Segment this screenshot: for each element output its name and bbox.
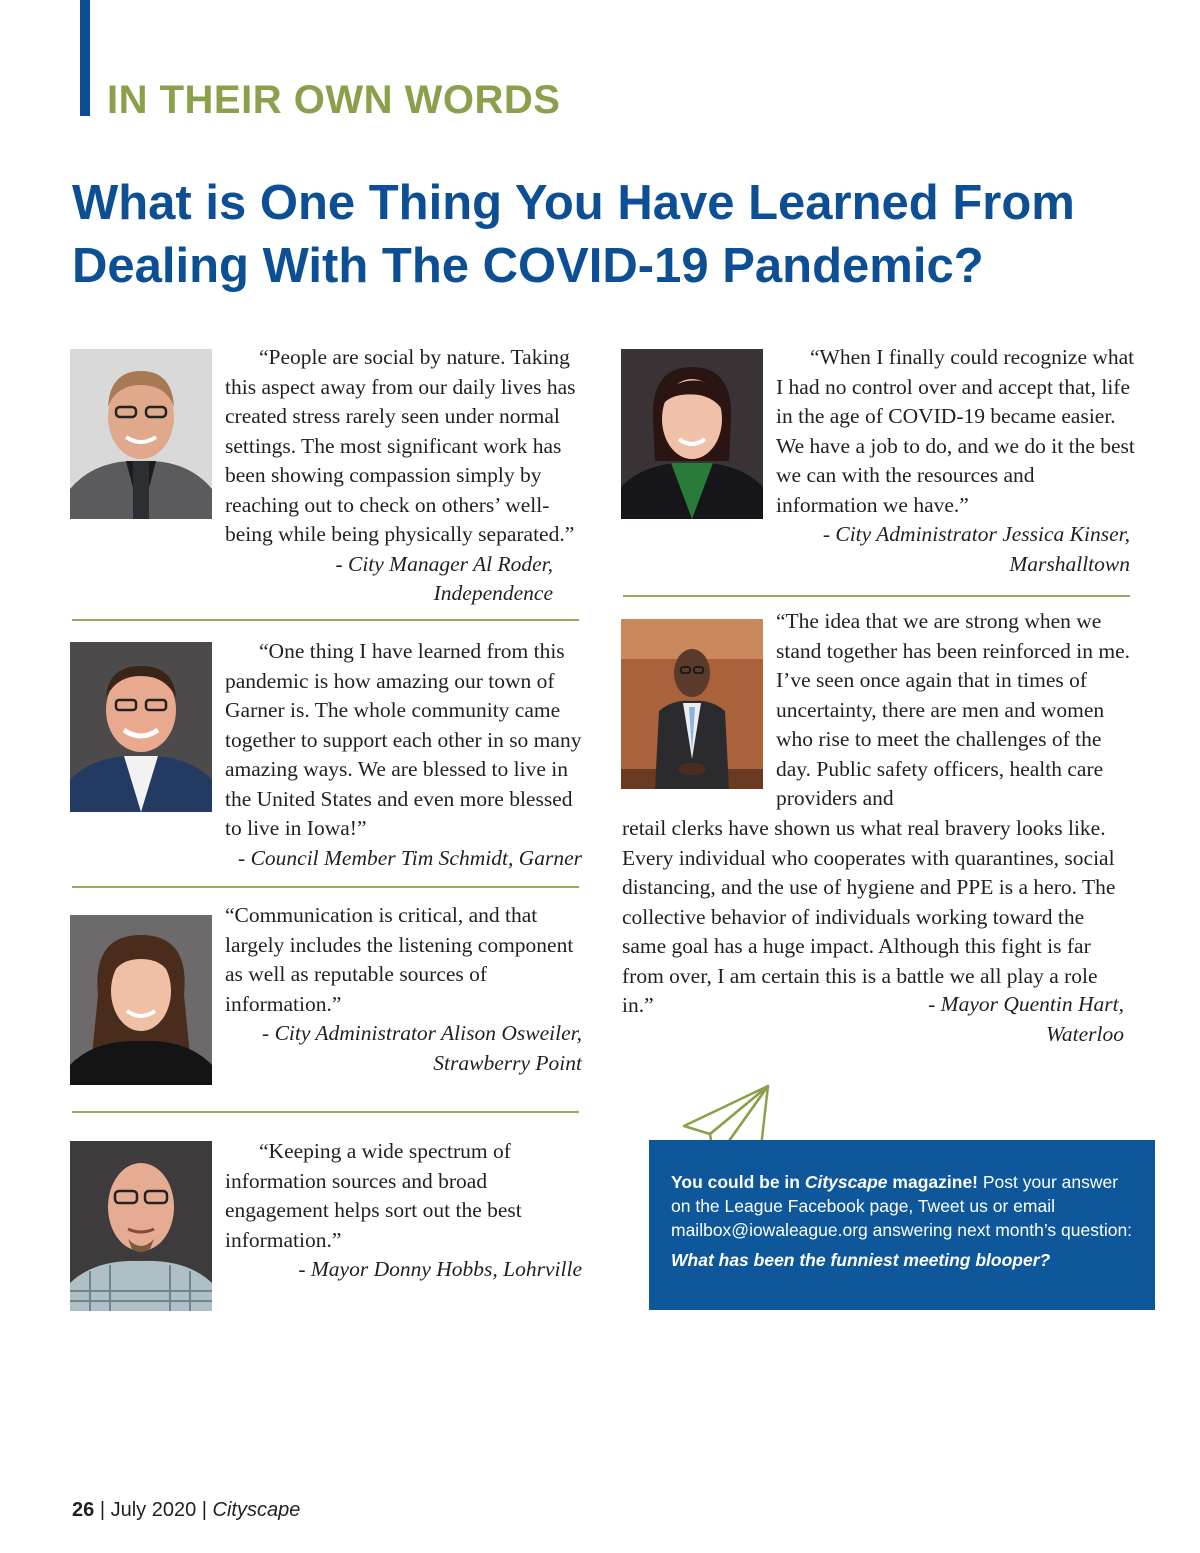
page-number: 26 (72, 1499, 95, 1521)
cta-lead: You could be in Cityscape magazine! (671, 1172, 978, 1192)
cta-magazine-name: Cityscape (804, 1172, 888, 1192)
portrait-photo-alison-osweiler (70, 915, 212, 1085)
quote-block-tim-schmidt (225, 637, 585, 873)
footer-separator: | (99, 1499, 106, 1521)
divider-rule (72, 886, 579, 888)
quote-attribution: - City Administrator Alison Osweiler, (262, 1021, 582, 1045)
cta-question: What has been the funniest meeting blooper? (671, 1250, 1051, 1270)
quote-text: “People are social by nature. Taking this aspect away from our daily lives has created stress rarely seen under normal settings. The most significant work has been showing compassion simply by reaching out to check on others’ well-being while being physically separated.” (225, 345, 576, 546)
publication-name: Cityscape (212, 1499, 301, 1521)
quote-attribution: - Council Member Tim Schmidt, Garner (238, 845, 582, 870)
quote-attribution: - City Manager Al Roder, Independence (335, 551, 553, 605)
quote-block-alison-osweiler (225, 901, 585, 1078)
portrait-photo-al-roder (70, 349, 212, 519)
divider-rule (623, 595, 1130, 597)
divider-rule (72, 1111, 579, 1113)
quote-text: “Communication is critical, and that largely includes the listening component as well as reputable sources of information.” (225, 903, 574, 1016)
quote-attribution-location: Strawberry Point (433, 1050, 582, 1075)
quote-text: “One thing I have learned from this pandemic is how amazing our town of Garner is. The whole community came together to support each other in so many amazing ways. We are blessed to live in the United States and even more blessed to live in Iowa!” (225, 639, 582, 840)
quote-block-al-roder (225, 343, 585, 609)
quote-text: “The idea that we are strong when we stand together has been reinforced in me. I’ve seen once again that in times of uncertainty, there are men and women who rise to meet the challenges of the day. Public safety officers, health care providers and (776, 609, 1131, 810)
divider-rule (72, 619, 579, 621)
section-accent-bar (80, 0, 90, 116)
quote-block-donny-hobbs (225, 1137, 585, 1285)
quote-block-quentin-hart-top (776, 607, 1136, 814)
quote-block-jessica-kinser (776, 343, 1136, 579)
portrait-photo-donny-hobbs (70, 1141, 212, 1311)
call-to-action-box (649, 1140, 1155, 1310)
footer-separator: | (201, 1499, 207, 1521)
quote-text: “When I finally could recognize what I had no control over and accept that, life in the age of COVID-19 became easier. We have a job to do, and we do it the best we can with the resources and information we have.” (776, 345, 1135, 517)
issue-date: July 2020 (110, 1499, 197, 1521)
quote-text: “Keeping a wide spectrum of information sources and broad engagement helps sort out the best information.” (225, 1139, 522, 1252)
portrait-photo-jessica-kinser (621, 349, 763, 519)
quote-block-quentin-hart-attribution (850, 990, 1124, 1049)
quote-attribution: - City Administrator Jessica Kinser, (822, 522, 1130, 546)
quote-attribution-location: Marshalltown (1009, 551, 1130, 576)
page-headline: What is One Thing You Have Learned From Dealing With The COVID-19 Pandemic? (72, 176, 1075, 293)
page-footer (72, 1499, 300, 1522)
cta-body: Post your answer on the League Facebook page, Tweet us or email mailbox@iowaleague.org answering next month’s question: (671, 1172, 1133, 1240)
portrait-photo-tim-schmidt (70, 642, 212, 812)
quote-text-continued: retail clerks have shown us what real bravery looks like. Every individual who cooperates with quarantines, social distancing, and the use of hygiene and PPE is a hero. The collective behavior of individuals working toward the same goal has a huge impact. Although this fight is far from over, I am certain this is a battle we all play a role in.” (622, 816, 1116, 1017)
quote-attribution: - Mayor Quentin Hart, Waterloo (928, 992, 1124, 1046)
quote-attribution: - Mayor Donny Hobbs, Lohrville (298, 1257, 582, 1281)
section-label: IN THEIR OWN WORDS (107, 78, 561, 122)
portrait-photo-quentin-hart (621, 619, 763, 789)
